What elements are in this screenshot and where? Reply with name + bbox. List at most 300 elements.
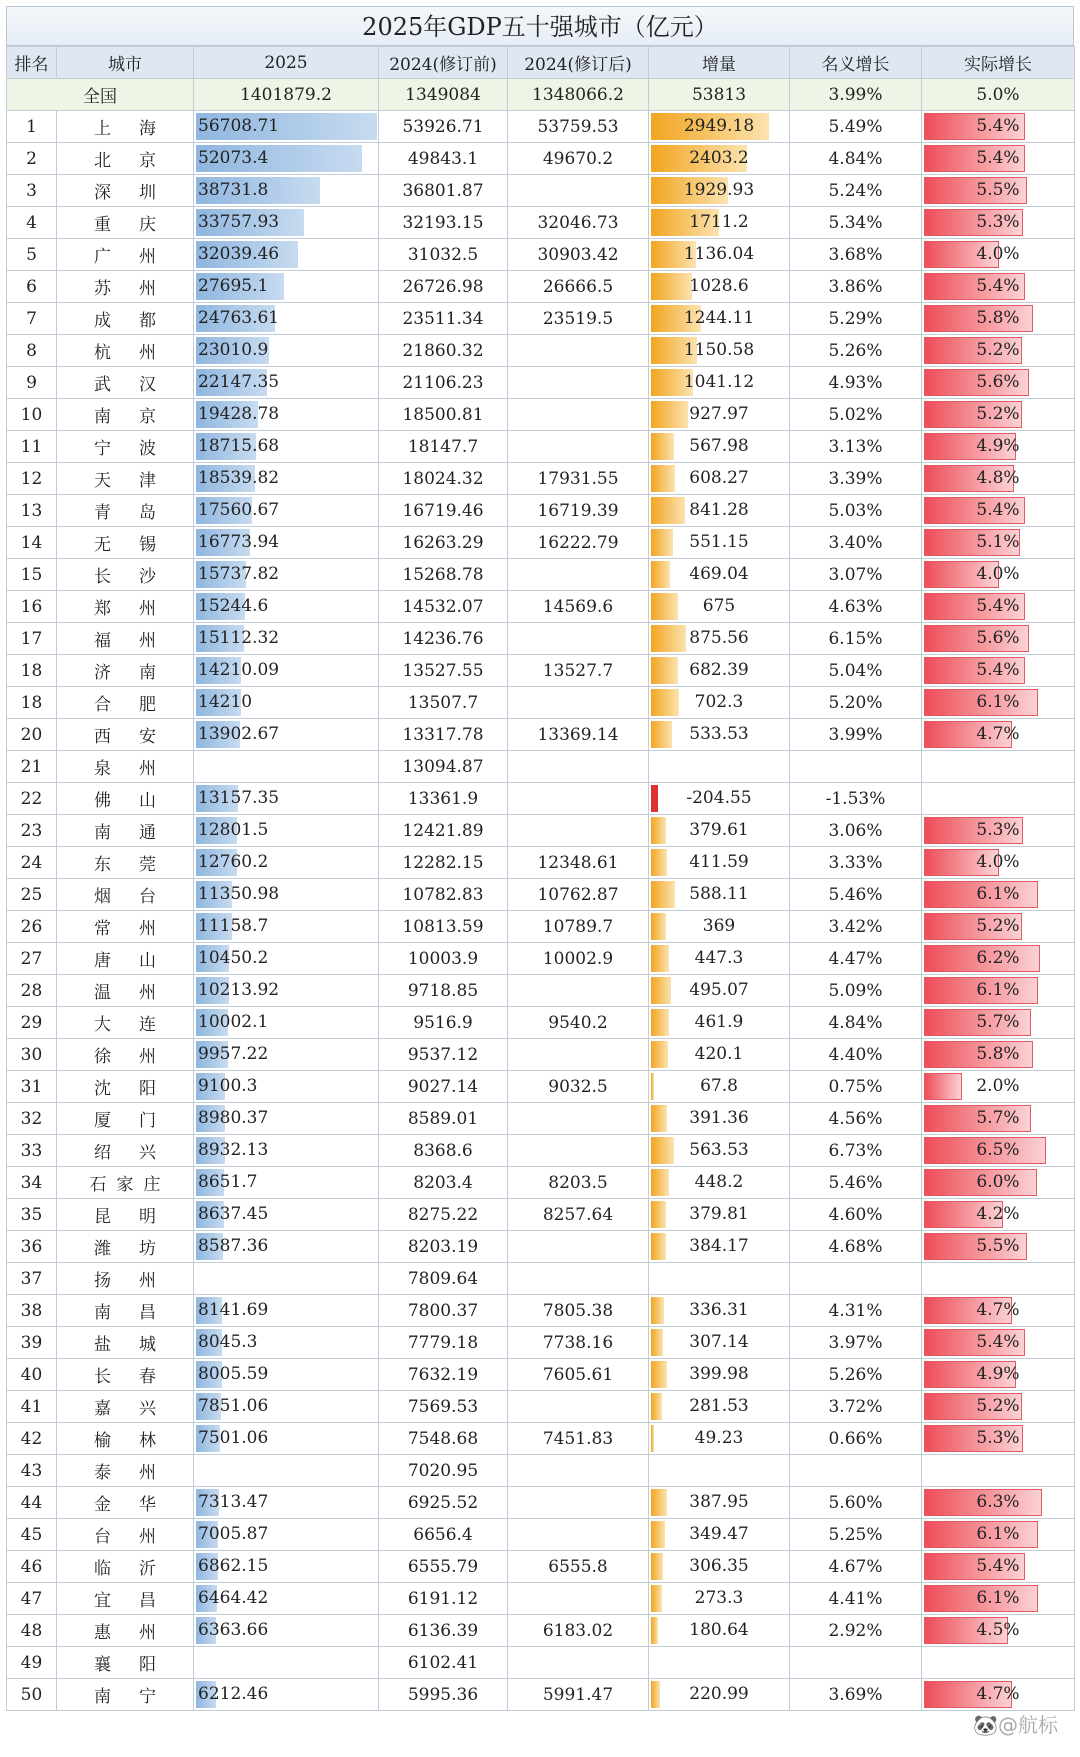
real-value: 5.2% (976, 404, 1020, 424)
rank-cell: 10 (7, 399, 57, 431)
real-value: 4.9% (976, 436, 1020, 456)
inc-cell (649, 1263, 790, 1295)
gdp-value: 38731.8 (198, 180, 269, 200)
rank-cell: 46 (7, 1551, 57, 1583)
table-row (7, 399, 1075, 431)
inc-value: 588.11 (689, 884, 749, 904)
post-2024-cell (508, 367, 649, 399)
nominal-growth-cell: 4.31% (790, 1295, 922, 1327)
city-cell: 佛山 (57, 783, 194, 815)
gdp-cell (194, 1519, 379, 1551)
inc-cell (649, 687, 790, 719)
rank-cell: 31 (7, 1071, 57, 1103)
rank-cell: 2 (7, 143, 57, 175)
real-cell (922, 1423, 1075, 1455)
real-value: 6.5% (976, 1140, 1020, 1160)
table-row (7, 1615, 1075, 1647)
nominal-growth-cell: 4.60% (790, 1199, 922, 1231)
gdp-value: 12760.2 (198, 852, 269, 872)
inc-value: 420.1 (694, 1044, 744, 1064)
gdp-value: 33757.93 (198, 212, 280, 232)
real-cell (922, 303, 1075, 335)
rank-cell: 13 (7, 495, 57, 527)
post-2024-cell: 6555.8 (508, 1551, 649, 1583)
nominal-growth-cell: 4.84% (790, 143, 922, 175)
gdp-cell (194, 623, 379, 655)
inc-cell (649, 815, 790, 847)
total-label: 全国 (7, 79, 194, 111)
inc-cell (649, 1615, 790, 1647)
table-row (7, 1551, 1075, 1583)
pre-2024-cell: 14532.07 (379, 591, 508, 623)
table-row (7, 1231, 1075, 1263)
city-cell: 郑州 (57, 591, 194, 623)
post-2024-cell (508, 1039, 649, 1071)
real-value: 5.7% (976, 1108, 1020, 1128)
gdp-cell (194, 431, 379, 463)
nominal-growth-cell: 0.75% (790, 1071, 922, 1103)
inc-cell (649, 1295, 790, 1327)
inc-cell (649, 1071, 790, 1103)
nominal-growth-cell: 4.41% (790, 1583, 922, 1615)
pre-2024-cell: 36801.87 (379, 175, 508, 207)
inc-cell (649, 175, 790, 207)
table-row (7, 1679, 1075, 1711)
table-row (7, 335, 1075, 367)
inc-value: 495.07 (689, 980, 749, 1000)
real-value: 4.0% (976, 244, 1020, 264)
inc-cell (649, 751, 790, 783)
table-row (7, 1263, 1075, 1295)
pre-2024-cell: 23511.34 (379, 303, 508, 335)
rank-cell: 37 (7, 1263, 57, 1295)
rank-cell: 50 (7, 1679, 57, 1711)
table-row (7, 143, 1075, 175)
gdp-cell (194, 1263, 379, 1295)
table-row (7, 1135, 1075, 1167)
inc-cell (649, 591, 790, 623)
rank-cell: 21 (7, 751, 57, 783)
gdp-value: 8005.59 (198, 1364, 269, 1384)
post-2024-cell (508, 431, 649, 463)
pre-2024-cell: 13094.87 (379, 751, 508, 783)
gdp-value: 22147.35 (198, 372, 280, 392)
table-row (7, 431, 1075, 463)
header-row (7, 47, 1075, 79)
table-row (7, 1647, 1075, 1679)
real-value: 4.7% (976, 724, 1020, 744)
inc-cell (649, 1679, 790, 1711)
gdp-cell (194, 687, 379, 719)
post-2024-cell (508, 559, 649, 591)
gdp-cell (194, 1327, 379, 1359)
pre-2024-cell: 18147.7 (379, 431, 508, 463)
post-2024-cell: 17931.55 (508, 463, 649, 495)
gdp-cell (194, 1231, 379, 1263)
gdp-value: 8637.45 (198, 1204, 269, 1224)
pre-2024-cell: 31032.5 (379, 239, 508, 271)
rank-cell: 34 (7, 1167, 57, 1199)
nominal-growth-cell (790, 1263, 922, 1295)
inc-value: 2949.18 (683, 116, 755, 136)
real-value: 4.0% (976, 564, 1020, 584)
pre-2024-cell: 12282.15 (379, 847, 508, 879)
table-row (7, 591, 1075, 623)
post-2024-cell: 16719.39 (508, 495, 649, 527)
gdp-cell (194, 1103, 379, 1135)
rank-cell: 29 (7, 1007, 57, 1039)
real-value: 5.2% (976, 916, 1020, 936)
rank-cell: 12 (7, 463, 57, 495)
city-cell: 武汉 (57, 367, 194, 399)
real-cell (922, 783, 1075, 815)
post-2024-cell: 7738.16 (508, 1327, 649, 1359)
gdp-value: 56708.71 (198, 116, 280, 136)
inc-value (649, 1455, 789, 1486)
inc-value: 1929.93 (683, 180, 755, 200)
rank-cell: 5 (7, 239, 57, 271)
real-value: 5.4% (976, 596, 1020, 616)
real-cell (922, 463, 1075, 495)
table-title: 2025年GDP五十强城市（亿元） (6, 6, 1074, 46)
table-row (7, 111, 1075, 143)
gdp-value: 8045.3 (198, 1332, 258, 1352)
real-value: 4.7% (976, 1300, 1020, 1320)
real-value (922, 751, 1074, 782)
city-cell: 上海 (57, 111, 194, 143)
gdp-value: 19428.78 (198, 404, 280, 424)
pre-2024-cell: 16263.29 (379, 527, 508, 559)
gdp-cell (194, 879, 379, 911)
city-cell: 临沂 (57, 1551, 194, 1583)
post-2024-cell (508, 335, 649, 367)
city-cell: 重庆 (57, 207, 194, 239)
real-cell (922, 1007, 1075, 1039)
inc-value: 411.59 (689, 852, 749, 872)
pre-2024-cell: 7779.18 (379, 1327, 508, 1359)
city-cell: 嘉兴 (57, 1391, 194, 1423)
inc-value: 608.27 (689, 468, 749, 488)
real-cell (922, 271, 1075, 303)
real-cell (922, 815, 1075, 847)
post-2024-cell: 49670.2 (508, 143, 649, 175)
pre-2024-cell: 14236.76 (379, 623, 508, 655)
rank-cell: 38 (7, 1295, 57, 1327)
gdp-value: 8587.36 (198, 1236, 269, 1256)
inc-cell (649, 943, 790, 975)
pre-2024-cell: 9027.14 (379, 1071, 508, 1103)
city-cell: 长春 (57, 1359, 194, 1391)
inc-value: 349.47 (689, 1524, 749, 1544)
real-cell (922, 1071, 1075, 1103)
nominal-growth-cell: 3.97% (790, 1327, 922, 1359)
city-cell: 宜昌 (57, 1583, 194, 1615)
pre-2024-cell: 13527.55 (379, 655, 508, 687)
nominal-growth-cell: 5.20% (790, 687, 922, 719)
real-value: 6.2% (976, 948, 1020, 968)
post-2024-cell: 10002.9 (508, 943, 649, 975)
real-value (922, 1455, 1074, 1486)
table-row (7, 975, 1075, 1007)
table-row (7, 1199, 1075, 1231)
rank-cell: 42 (7, 1423, 57, 1455)
real-cell (922, 143, 1075, 175)
real-cell (922, 1199, 1075, 1231)
post-2024-cell: 10789.7 (508, 911, 649, 943)
rank-cell: 6 (7, 271, 57, 303)
inc-cell (649, 1199, 790, 1231)
nominal-growth-cell: 6.73% (790, 1135, 922, 1167)
real-cell (922, 1391, 1075, 1423)
real-value: 5.3% (976, 212, 1020, 232)
real-cell (922, 1359, 1075, 1391)
gdp-value: 15112.32 (198, 628, 280, 648)
post-2024-cell (508, 1647, 649, 1679)
gdp-cell (194, 1135, 379, 1167)
gdp-value: 7501.06 (198, 1428, 269, 1448)
inc-value: 563.53 (689, 1140, 749, 1160)
real-cell (922, 527, 1075, 559)
table-row (7, 751, 1075, 783)
real-value: 5.4% (976, 500, 1020, 520)
table-row (7, 175, 1075, 207)
city-cell: 苏州 (57, 271, 194, 303)
city-cell: 昆明 (57, 1199, 194, 1231)
post-2024-cell (508, 687, 649, 719)
table-row (7, 1167, 1075, 1199)
nominal-growth-cell: 3.13% (790, 431, 922, 463)
inc-value: 369 (702, 916, 736, 936)
real-value: 5.7% (976, 1012, 1020, 1032)
gdp-cell (194, 559, 379, 591)
gdp-cell (194, 111, 379, 143)
table-row (7, 1487, 1075, 1519)
real-cell (922, 1647, 1075, 1679)
inc-value: 533.53 (689, 724, 749, 744)
table-row (7, 1295, 1075, 1327)
col-header-rank: 排名 (7, 47, 57, 79)
real-cell (922, 239, 1075, 271)
city-cell: 南昌 (57, 1295, 194, 1327)
real-value: 5.6% (976, 628, 1020, 648)
pre-2024-cell: 8589.01 (379, 1103, 508, 1135)
city-cell: 福州 (57, 623, 194, 655)
city-cell: 东莞 (57, 847, 194, 879)
real-cell (922, 175, 1075, 207)
gdp-cell (194, 591, 379, 623)
post-2024-cell (508, 1519, 649, 1551)
nominal-growth-cell: 5.26% (790, 1359, 922, 1391)
real-cell (922, 1679, 1075, 1711)
inc-cell (649, 239, 790, 271)
inc-cell (649, 1551, 790, 1583)
nominal-growth-cell: 3.42% (790, 911, 922, 943)
post-2024-cell (508, 1391, 649, 1423)
post-2024-cell: 8257.64 (508, 1199, 649, 1231)
inc-cell (649, 271, 790, 303)
nominal-growth-cell: 5.02% (790, 399, 922, 431)
gdp-value: 6464.42 (198, 1588, 269, 1608)
rank-cell: 36 (7, 1231, 57, 1263)
city-cell: 长沙 (57, 559, 194, 591)
gdp-value (194, 1263, 378, 1294)
city-cell: 泰州 (57, 1455, 194, 1487)
gdp-value: 14210.09 (198, 660, 280, 680)
real-value: 6.1% (976, 692, 1020, 712)
post-2024-cell (508, 399, 649, 431)
table-row (7, 623, 1075, 655)
city-cell: 温州 (57, 975, 194, 1007)
gdp-value: 18715.68 (198, 436, 280, 456)
post-2024-cell: 13527.7 (508, 655, 649, 687)
inc-cell (649, 1647, 790, 1679)
gdp-cell (194, 943, 379, 975)
pre-2024-cell: 6191.12 (379, 1583, 508, 1615)
pre-2024-cell: 53926.71 (379, 111, 508, 143)
gdp-value: 15737.82 (198, 564, 280, 584)
gdp-table (6, 46, 1075, 1711)
inc-value (649, 751, 789, 782)
nominal-growth-cell: 3.86% (790, 271, 922, 303)
gdp-value: 13902.67 (198, 724, 280, 744)
table-row (7, 271, 1075, 303)
nominal-growth-cell: 3.07% (790, 559, 922, 591)
gdp-cell (194, 463, 379, 495)
real-cell (922, 655, 1075, 687)
real-value: 5.2% (976, 1396, 1020, 1416)
inc-value: 1041.12 (683, 372, 755, 392)
rank-cell: 14 (7, 527, 57, 559)
city-cell: 南通 (57, 815, 194, 847)
nominal-growth-cell: 3.40% (790, 527, 922, 559)
pre-2024-cell: 18500.81 (379, 399, 508, 431)
pre-2024-cell: 7800.37 (379, 1295, 508, 1327)
real-cell (922, 367, 1075, 399)
inc-cell (649, 111, 790, 143)
city-cell: 金华 (57, 1487, 194, 1519)
real-value: 5.2% (976, 340, 1020, 360)
table-row (7, 847, 1075, 879)
gdp-value: 8651.7 (198, 1172, 258, 1192)
pre-2024-cell: 7809.64 (379, 1263, 508, 1295)
pre-2024-cell: 13317.78 (379, 719, 508, 751)
inc-value: 1136.04 (683, 244, 755, 264)
nominal-growth-cell (790, 751, 922, 783)
pre-2024-cell: 8203.19 (379, 1231, 508, 1263)
gdp-cell (194, 271, 379, 303)
table-row (7, 1039, 1075, 1071)
pre-2024-cell: 7569.53 (379, 1391, 508, 1423)
inc-value: 1244.11 (683, 308, 755, 328)
inc-value: 447.3 (694, 948, 744, 968)
pre-2024-cell: 32193.15 (379, 207, 508, 239)
post-2024-cell: 7805.38 (508, 1295, 649, 1327)
post-2024-cell: 6183.02 (508, 1615, 649, 1647)
gdp-value: 8980.37 (198, 1108, 269, 1128)
inc-value: 682.39 (689, 660, 749, 680)
real-cell (922, 591, 1075, 623)
inc-value: 567.98 (689, 436, 749, 456)
real-value: 5.4% (976, 660, 1020, 680)
post-2024-cell: 23519.5 (508, 303, 649, 335)
city-cell: 深圳 (57, 175, 194, 207)
rank-cell: 15 (7, 559, 57, 591)
inc-cell (649, 879, 790, 911)
inc-cell (649, 367, 790, 399)
real-cell (922, 1167, 1075, 1199)
nominal-growth-cell: 4.68% (790, 1231, 922, 1263)
city-cell: 唐山 (57, 943, 194, 975)
pre-2024-cell: 16719.46 (379, 495, 508, 527)
real-value: 5.6% (976, 372, 1020, 392)
real-cell (922, 719, 1075, 751)
inc-value: 220.99 (689, 1684, 749, 1704)
city-cell: 北京 (57, 143, 194, 175)
inc-value: 841.28 (689, 500, 749, 520)
inc-cell (649, 527, 790, 559)
inc-cell (649, 1327, 790, 1359)
gdp-value: 15244.6 (198, 596, 269, 616)
real-cell (922, 943, 1075, 975)
inc-cell (649, 399, 790, 431)
inc-cell (649, 847, 790, 879)
table-row (7, 879, 1075, 911)
post-2024-cell (508, 1487, 649, 1519)
nominal-growth-cell: 2.92% (790, 1615, 922, 1647)
rank-cell: 44 (7, 1487, 57, 1519)
inc-cell (649, 463, 790, 495)
city-cell: 常州 (57, 911, 194, 943)
rank-cell: 17 (7, 623, 57, 655)
table-row (7, 1423, 1075, 1455)
national-total-row (7, 79, 1075, 111)
gdp-value: 17560.67 (198, 500, 280, 520)
table-row (7, 687, 1075, 719)
post-2024-cell: 7605.61 (508, 1359, 649, 1391)
inc-cell (649, 1231, 790, 1263)
inc-value: 469.04 (689, 564, 749, 584)
real-cell (922, 1519, 1075, 1551)
total-real-growth: 5.0% (922, 79, 1075, 111)
inc-cell (649, 1519, 790, 1551)
real-cell (922, 111, 1075, 143)
real-value: 4.7% (976, 1684, 1020, 1704)
pre-2024-cell: 7548.68 (379, 1423, 508, 1455)
rank-cell: 7 (7, 303, 57, 335)
nominal-growth-cell: 5.24% (790, 175, 922, 207)
gdp-value (194, 1647, 378, 1678)
real-cell (922, 1551, 1075, 1583)
post-2024-cell (508, 1583, 649, 1615)
table-row (7, 559, 1075, 591)
inc-value: 273.3 (694, 1588, 744, 1608)
rank-cell: 35 (7, 1199, 57, 1231)
nominal-growth-cell: 3.99% (790, 719, 922, 751)
real-value: 6.1% (976, 1588, 1020, 1608)
pre-2024-cell: 6102.41 (379, 1647, 508, 1679)
gdp-cell (194, 303, 379, 335)
rank-cell: 24 (7, 847, 57, 879)
nominal-growth-cell: 3.69% (790, 1679, 922, 1711)
inc-cell (649, 655, 790, 687)
inc-cell (649, 143, 790, 175)
table-row (7, 655, 1075, 687)
nominal-growth-cell: 3.39% (790, 463, 922, 495)
inc-cell (649, 1455, 790, 1487)
real-value: 5.8% (976, 1044, 1020, 1064)
gdp-value: 52073.4 (198, 148, 269, 168)
inc-value: 180.64 (689, 1620, 749, 1640)
